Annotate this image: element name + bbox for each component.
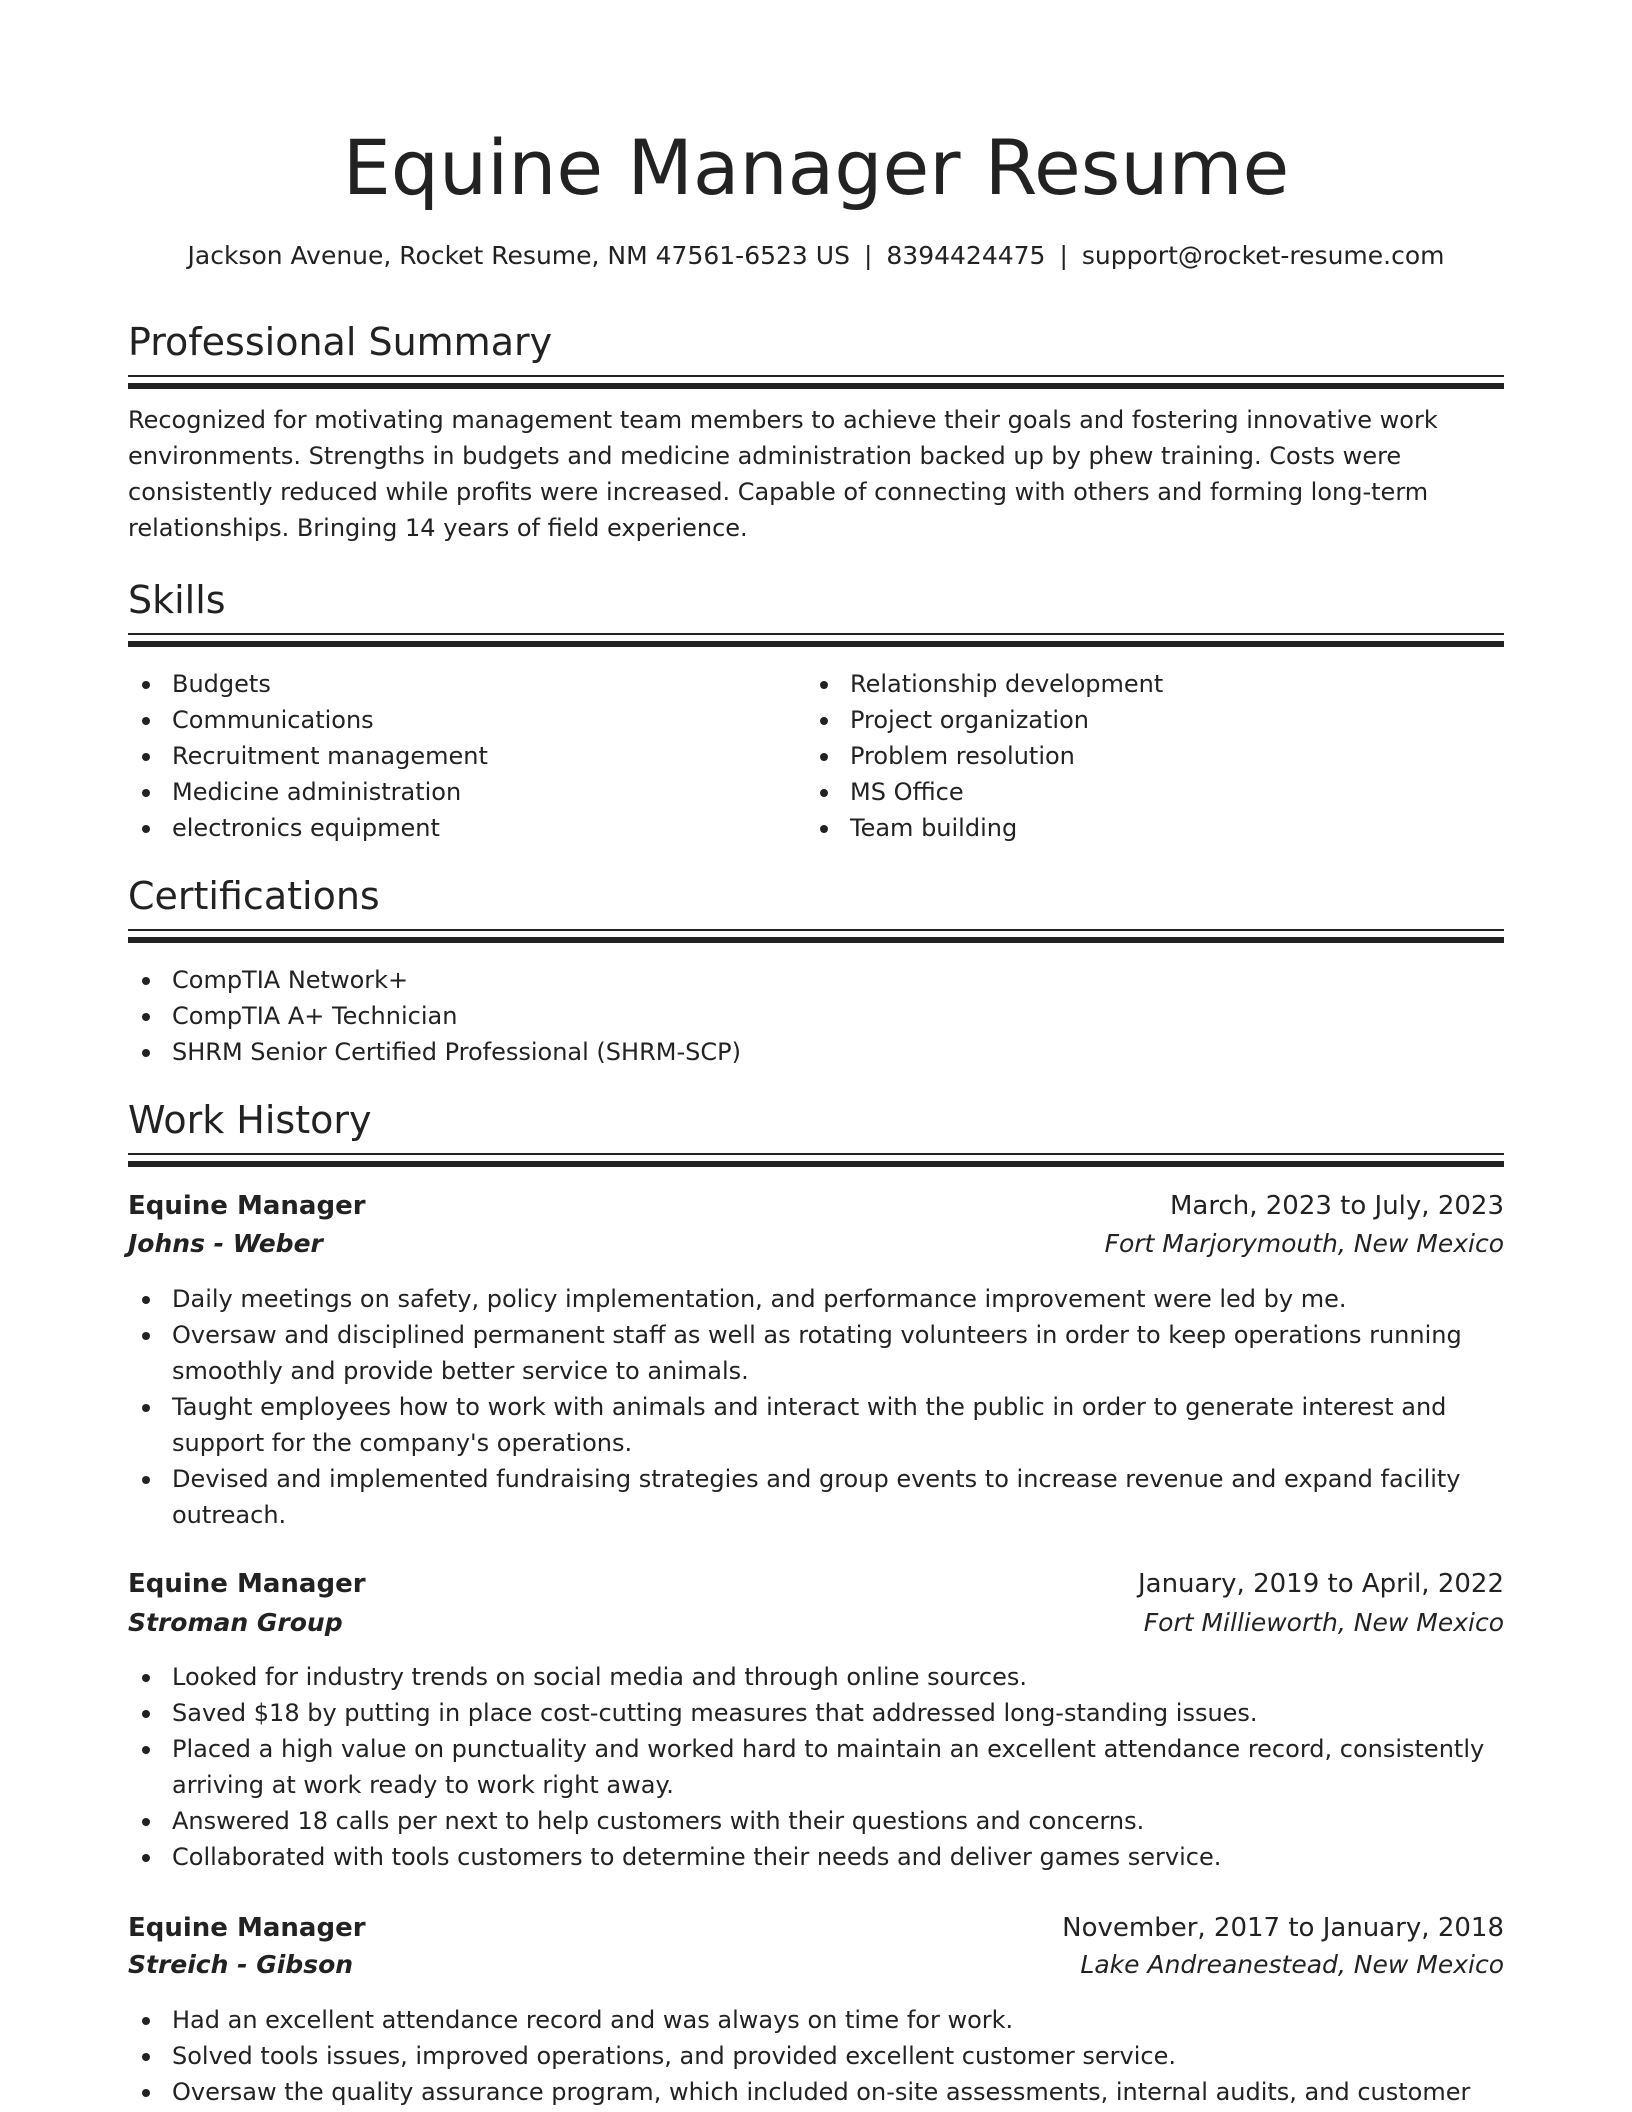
certifications-list	[128, 962, 1504, 1070]
certification-item: CompTIA A+ Technician	[128, 998, 1504, 1034]
job-bullet: Solved tools issues, improved operations, and provided excellent customer service.	[128, 2038, 1504, 2074]
job-bullet: Oversaw and disciplined permanent staff as well as rotating volunteers in order to keep operations running smoothly and provide better service to animals.	[128, 1317, 1504, 1389]
job-dates: March, 2023 to July, 2023	[1169, 1191, 1504, 1221]
job-title: Equine Manager	[128, 1191, 366, 1221]
job-bullet: Daily meetings on safety, policy implementation, and performance improvement were led by me.	[128, 1281, 1504, 1317]
skills-list-right	[806, 666, 1504, 846]
skills-divider	[128, 633, 1504, 645]
skill-item: MS Office	[806, 774, 1504, 810]
contact-phone: 8394424475	[886, 241, 1046, 270]
skill-item: Budgets	[128, 666, 788, 702]
summary-heading: Professional Summary	[128, 320, 553, 364]
job-bullet: Had an excellent attendance record and was always on time for work.	[128, 2002, 1504, 2038]
job-bullets	[128, 1659, 1504, 1875]
job-bullets	[128, 1281, 1504, 1533]
work-history-heading: Work History	[128, 1098, 372, 1142]
job-bullet: Saved $18 by putting in place cost-cutting measures that addressed long-standing issues.	[128, 1695, 1504, 1731]
contact-address: Jackson Avenue, Rocket Resume, NM 47561-6523 US	[187, 241, 850, 270]
skill-item: Project organization	[806, 702, 1504, 738]
job-bullet: Taught employees how to work with animals and interact with the public in order to generate interest and support for the company's operations.	[128, 1389, 1504, 1461]
contact-separator: |	[863, 241, 873, 270]
job-company: Johns - Weber	[128, 1229, 323, 1258]
resume-title: Equine Manager Resume	[342, 123, 1290, 212]
job-dates: November, 2017 to January, 2018	[1062, 1913, 1504, 1943]
skill-item: Relationship development	[806, 666, 1504, 702]
job-bullet: Answered 18 calls per next to help customers with their questions and concerns.	[128, 1803, 1504, 1839]
contact-separator: |	[1059, 241, 1068, 270]
job-location: Fort Millieworth, New Mexico	[1143, 1608, 1504, 1637]
job-bullets	[128, 2002, 1504, 2110]
job-bullet: Collaborated with tools customers to determine their needs and deliver games service.	[128, 1839, 1504, 1875]
job-bullet: Placed a high value on punctuality and worked hard to maintain an excellent attendance record, consistently arriving at work ready to work right away.	[128, 1731, 1504, 1803]
skill-item: electronics equipment	[128, 810, 788, 846]
job-dates: January, 2019 to April, 2022	[1137, 1569, 1504, 1599]
job-bullet: Looked for industry trends on social media and through online sources.	[128, 1659, 1504, 1695]
job-location: Fort Marjorymouth, New Mexico	[1104, 1229, 1504, 1258]
certifications-heading: Certifications	[128, 874, 380, 918]
certifications-divider	[128, 929, 1504, 941]
work-history-divider	[128, 1153, 1504, 1165]
skill-item: Medicine administration	[128, 774, 788, 810]
job-bullet: Oversaw the quality assurance program, which included on-site assessments, internal audits, and customer	[128, 2074, 1504, 2110]
job-location: Lake Andreanestead, New Mexico	[1080, 1950, 1504, 1979]
certification-item: CompTIA Network+	[128, 962, 1504, 998]
job-company: Streich - Gibson	[128, 1950, 354, 1979]
contact-email: support@rocket-resume.com	[1081, 241, 1445, 270]
skill-item: Team building	[806, 810, 1504, 846]
skills-list-left	[128, 666, 788, 846]
skill-item: Problem resolution	[806, 738, 1504, 774]
certification-item: SHRM Senior Certified Professional (SHRM-SCP)	[128, 1034, 1504, 1070]
job-bullet: Devised and implemented fundraising strategies and group events to increase revenue and expand facility outreach.	[128, 1461, 1504, 1533]
job-title: Equine Manager	[128, 1569, 366, 1599]
job-company: Stroman Group	[128, 1608, 343, 1637]
summary-text: Recognized for motivating management team members to achieve their goals and fostering innovative work environments. Strengths in budgets and medicine administration backed up by phew training. Costs were consistently reduced while profits were increased. Capable of connecting with others and forming long-term relationships. Bringing 14 years of field experience.	[128, 406, 1438, 542]
summary-divider	[128, 375, 1504, 387]
contact-line	[128, 236, 1504, 276]
skill-item: Recruitment management	[128, 738, 788, 774]
skill-item: Communications	[128, 702, 788, 738]
job-title: Equine Manager	[128, 1913, 366, 1943]
skills-heading: Skills	[128, 578, 226, 622]
